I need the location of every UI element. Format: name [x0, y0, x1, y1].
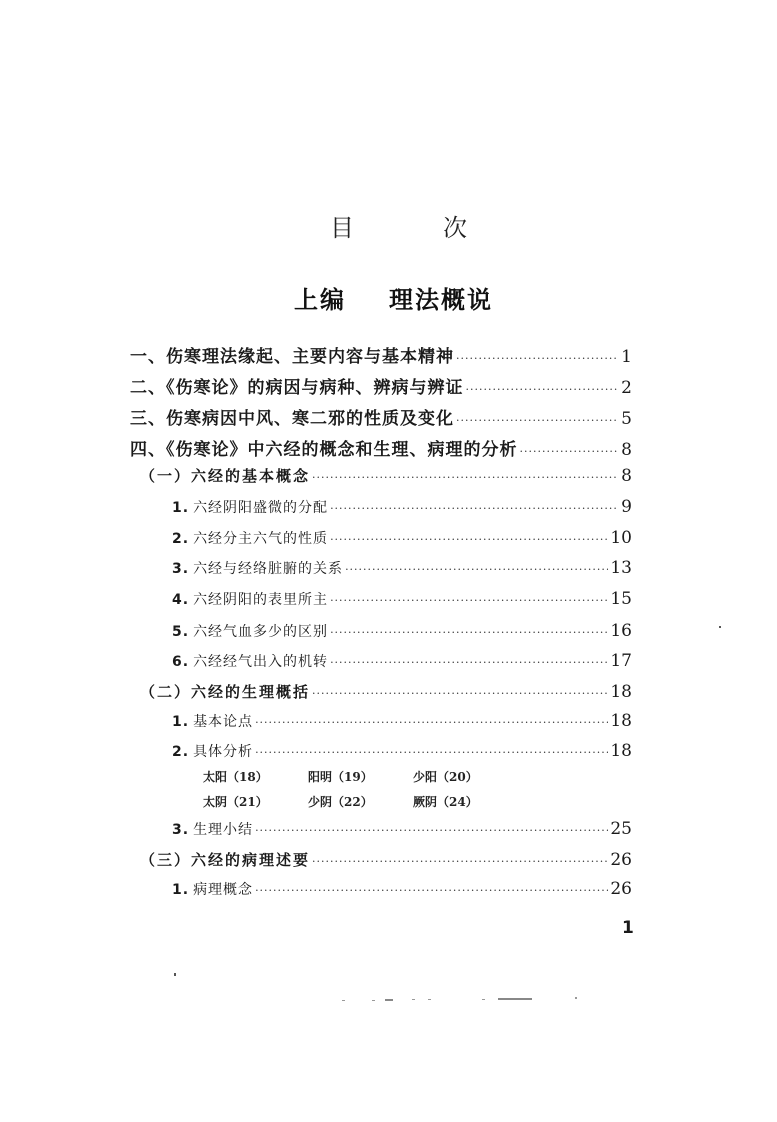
toc-entry[interactable] — [172, 741, 632, 763]
dot-leader — [345, 563, 608, 576]
dot-leader — [330, 533, 608, 546]
toc-entry-page: 8 — [621, 466, 632, 486]
dot-leader — [255, 746, 608, 759]
toc-entry[interactable] — [130, 404, 632, 426]
sub-entry[interactable]: 少阳（20） — [413, 770, 478, 784]
toc-entry-number: 6. — [172, 654, 190, 670]
scan-speck — [385, 999, 393, 1001]
scan-speck — [575, 997, 577, 999]
toc-entry-label: 病理概念 — [193, 882, 254, 898]
toc-entry-label: （一）六经的基本概念 — [140, 467, 311, 485]
toc-entry-label: 具体分析 — [193, 744, 254, 760]
scan-speck — [719, 626, 721, 628]
toc-entry[interactable] — [130, 373, 632, 395]
toc-entry[interactable] — [140, 849, 632, 871]
scan-speck — [174, 973, 176, 976]
toc-entry-page: 26 — [610, 850, 632, 870]
toc-entry[interactable] — [172, 651, 632, 673]
dot-leader — [255, 824, 608, 837]
toc-entry[interactable] — [172, 621, 632, 643]
toc-entry[interactable] — [140, 465, 632, 487]
toc-title-char-1: 目 — [330, 214, 354, 242]
sub-entry[interactable]: 少阴（22） — [308, 795, 373, 809]
toc-entry-label: 六经阴阳的表里所主 — [193, 592, 329, 608]
toc-entry-label: 六经经气出入的机转 — [193, 654, 329, 670]
toc-entry-number: 1. — [172, 500, 190, 516]
toc-entry-page: 26 — [610, 879, 632, 899]
sub-entry[interactable]: 太阴（21） — [203, 795, 268, 809]
toc-entry[interactable] — [172, 711, 632, 733]
toc-entry-page: 18 — [610, 741, 632, 761]
scan-speck — [342, 1000, 345, 1001]
dot-leader — [255, 716, 608, 729]
dot-leader — [312, 855, 608, 868]
toc-entry-page: 2 — [621, 378, 632, 395]
toc-entry[interactable] — [130, 342, 632, 364]
part-name: 理法概说 — [389, 285, 493, 314]
toc-entry-label: 四、《伤寒论》中六经的概念和生理、病理的分析 — [130, 440, 518, 457]
scan-speck — [428, 999, 431, 1000]
toc-entry-number: 3. — [172, 561, 190, 577]
toc-title — [0, 208, 777, 248]
toc-entry-page: 1 — [621, 347, 632, 364]
dot-leader — [330, 656, 608, 669]
toc-entry-label: 二、《伤寒论》的病因与病种、辨病与辨证 — [130, 378, 464, 395]
toc-entry[interactable] — [140, 681, 632, 703]
dot-leader — [520, 445, 619, 457]
dot-leader — [456, 352, 618, 364]
dot-leader — [312, 687, 608, 700]
dot-leader — [330, 594, 608, 607]
toc-entry-number: 3. — [172, 822, 190, 838]
toc-entry-page: 18 — [610, 711, 632, 731]
toc-entry[interactable] — [172, 528, 632, 550]
toc-entry-label: 生理小结 — [193, 822, 254, 838]
sub-entry[interactable]: 太阳（18） — [203, 770, 268, 784]
toc-entry-page: 5 — [621, 409, 632, 426]
toc-entry-label: （三）六经的病理述要 — [140, 851, 311, 869]
toc-entry-page: 25 — [610, 819, 632, 839]
dot-leader — [312, 471, 618, 484]
sub-entry[interactable]: 阳明（19） — [308, 770, 373, 784]
toc-entry-label: 六经气血多少的区别 — [193, 624, 329, 640]
scan-speck — [498, 998, 532, 1000]
toc-entry-number: 2. — [172, 744, 190, 760]
toc-entry-label: （二）六经的生理概括 — [140, 683, 311, 701]
dot-leader — [466, 383, 619, 395]
toc-entry-page: 8 — [621, 440, 632, 457]
toc-entry-label: 三、伤寒病因中风、寒二邪的性质及变化 — [130, 409, 454, 426]
toc-entry-number: 5. — [172, 624, 190, 640]
scan-speck — [372, 1000, 375, 1001]
part-label: 上编 — [294, 285, 346, 314]
toc-entry-page: 15 — [610, 589, 632, 609]
toc-entry[interactable] — [172, 879, 632, 901]
toc-entry[interactable] — [172, 589, 632, 611]
dot-leader — [456, 414, 618, 426]
toc-entry-label: 六经分主六气的性质 — [193, 531, 329, 547]
dot-leader — [330, 626, 608, 639]
toc-entry-label: 六经与经络脏腑的关系 — [193, 561, 344, 577]
toc-title-char-2: 次 — [443, 214, 467, 242]
toc-entry[interactable] — [172, 819, 632, 841]
page-number: 1 — [622, 918, 634, 938]
toc-entry-page: 16 — [610, 621, 632, 641]
toc-entry-page: 17 — [610, 651, 632, 671]
toc-entry[interactable] — [172, 558, 632, 580]
toc-entry[interactable] — [172, 497, 632, 519]
toc-entry-number: 1. — [172, 882, 190, 898]
dot-leader — [330, 502, 618, 515]
toc-entry-page: 13 — [610, 558, 632, 578]
toc-entry-number: 4. — [172, 592, 190, 608]
dot-leader — [255, 884, 608, 897]
scan-speck — [412, 999, 415, 1000]
sub-entry[interactable]: 厥阴（24） — [413, 795, 478, 809]
scan-speck — [482, 999, 485, 1000]
toc-entry-number: 2. — [172, 531, 190, 547]
toc-entry-label: 基本论点 — [193, 714, 254, 730]
toc-entry-label: 六经阴阳盛微的分配 — [193, 500, 329, 516]
toc-entry-page: 9 — [621, 497, 632, 517]
toc-entry-page: 10 — [610, 528, 632, 548]
toc-entry[interactable] — [130, 435, 632, 457]
toc-entry-label: 一、伤寒理法缘起、主要内容与基本精神 — [130, 347, 454, 364]
toc-entry-number: 1. — [172, 714, 190, 730]
toc-entry-page: 18 — [610, 682, 632, 702]
